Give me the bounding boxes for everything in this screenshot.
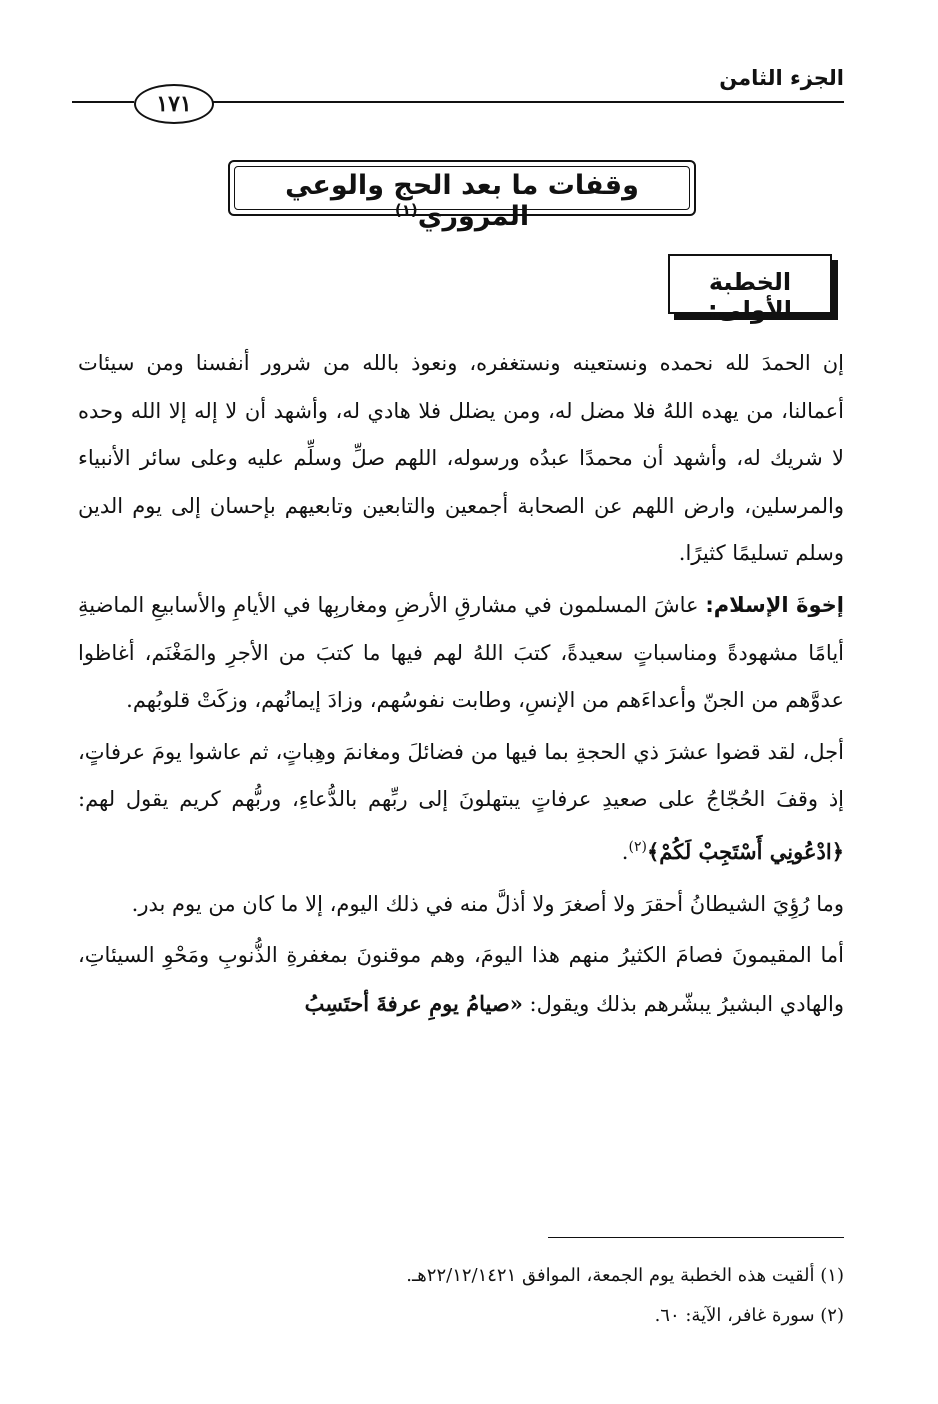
paragraph-tail: . xyxy=(621,839,629,864)
paragraph-text: عاشَ المسلمون في مشارقِ الأرضِ ومغاربِها في الأيامِ والأسابيعِ الماضيةِ أيامًا مشهودةً ومناسباتٍ سعيدةً، كتبَ اللهُ لهم فيها ما كتبَ من الأجرِ والمَغْنَم، أغاظوا عدوَّهم من الجنّ وأعداءَهم من الإنسِ، وطابت نفوسُهم، وزادَ إيمانُهم، وزكَتْ قلوبُهم. xyxy=(78,592,844,713)
paragraph-text: أجل، لقد قضوا عشرَ ذي الحجةِ بما فيها من فضائلَ ومغانمَ وهِباتٍ، ثم عاشوا يومَ عرفاتٍ، إذ وقفَ الحُجّاجُ على صعيدِ عرفاتٍ يبتهلونَ إلى ربِّهم بالدُّعاءِ، وربُّهم كريم يقول لهم: xyxy=(78,739,844,812)
paragraph-text: إن الحمدَ لله نحمده ونستعينه ونستغفره، ونعوذ بالله من شرور أنفسنا ومن سيئات أعمالنا، من يهده اللهُ فلا مضل له، ومن يضلل فلا هادي له، وأشهد أن لا إله إلا الله وحده لا شريك له، وأشهد أن محمدًا عبدُه ورسوله، اللهم صلِّ وسلِّم عليه وعلى سائر الأنبياء والمرسلين، وارض اللهم عن الصحابة أجمعين والتابعين وتابعيهم بإحسان إلى يوم الدين وسلم تسليمًا كثيرًا. xyxy=(78,351,844,566)
page-number: ١٧١ xyxy=(134,84,214,124)
hadith-quote: «صيامُ يومِ عرفةَ أحتَسِبُ xyxy=(304,990,523,1016)
paragraph-text: وما رُؤِيَ الشيطانُ أحقرَ ولا أصغرَ ولا أذلَّ منه في ذلك اليوم، إلا ما كان من يوم بدر. xyxy=(131,891,844,916)
paragraph xyxy=(78,340,844,578)
title-footnote-marker: (١) xyxy=(394,201,418,219)
header-rule-right xyxy=(210,101,844,103)
footnotes xyxy=(78,1256,844,1336)
running-head: الجزء الثامن xyxy=(719,66,844,90)
body-text xyxy=(78,340,844,1032)
section-heading: الخطبة الأولى: xyxy=(708,268,792,324)
quran-verse: ﴿ادْعُونِي أَسْتَجِبْ لَكُمْ﴾ xyxy=(646,838,844,864)
footnote-marker: (٢) xyxy=(628,838,647,855)
paragraph xyxy=(78,582,844,725)
paragraph xyxy=(78,932,844,1028)
paragraph-text: أما المقيمونَ فصامَ الكثيرُ منهم هذا اليومَ، وهم موقنونَ بمغفرةِ الذُّنوبِ ومَحْوِ السيئاتِ، والهادي البشيرُ يبشّرهم بذلك ويقول: xyxy=(78,943,844,1016)
chapter-title xyxy=(230,170,694,232)
title-frame xyxy=(228,160,696,232)
chapter-title-text: وقفات ما بعد الحج والوعي المروري xyxy=(285,170,639,232)
footnote: (١) ألقيت هذه الخطبة يوم الجمعة، الموافق ٢٢/١٢/١٤٢١هـ. xyxy=(406,1265,844,1286)
paragraph-lead: إخوةَ الإسلام: xyxy=(705,592,844,617)
section-heading-box xyxy=(668,254,832,324)
paragraph xyxy=(78,881,844,929)
footnote: (٢) سورة غافر، الآية: ٦٠. xyxy=(654,1305,844,1326)
paragraph xyxy=(78,729,844,877)
header-rule-left xyxy=(72,101,134,103)
footnote-rule xyxy=(548,1237,844,1238)
